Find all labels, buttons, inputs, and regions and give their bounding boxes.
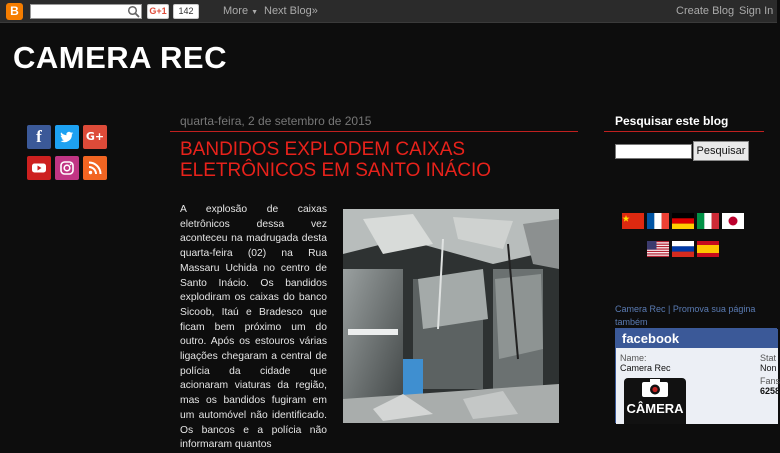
camera-icon: [624, 378, 686, 398]
facebook-brand: facebook: [616, 329, 778, 348]
post-date: quarta-feira, 2 de setembro de 2015: [180, 114, 372, 128]
google-plus-icon[interactable]: G+: [83, 125, 107, 149]
fb-link-separator: |: [665, 304, 673, 314]
create-blog-link[interactable]: Create Blog: [676, 5, 735, 17]
navbar-search-input[interactable]: [30, 4, 142, 19]
usa-flag-icon[interactable]: [647, 241, 669, 257]
russia-flag-icon[interactable]: [672, 241, 694, 257]
instagram-icon[interactable]: [55, 156, 79, 180]
sidebar-divider: [604, 131, 764, 132]
facebook-badge[interactable]: [615, 328, 780, 423]
search-button[interactable]: Pesquisar: [693, 141, 749, 161]
search-icon[interactable]: [127, 5, 140, 18]
spain-flag-icon[interactable]: [697, 241, 719, 257]
fb-name-label: Name:: [620, 353, 647, 363]
post-body: A explosão de caixas eletrônicos dessa vez aconteceu na madrugada desta quarta-feira (02) na Rua Massaru Uchida no centro de Santo Inácio. Os bandidos explodiram os caixas do banco Sicoob, Itaú e Bradesco que ficam bem próximo um do outro. Após os estouros várias ligações chegaram a central de polícia da cidade que acionaram viaturas da região, mas os bandidos fugiram em um automóvel não identificado. Os bancos e a polícia não informaram quantos: [180, 204, 327, 451]
more-menu[interactable]: [223, 5, 258, 17]
fb-status-label: Stat: [760, 353, 777, 363]
france-flag-icon[interactable]: [647, 213, 669, 229]
youtube-icon[interactable]: [27, 156, 51, 180]
gplus-one-button[interactable]: G+1: [147, 4, 169, 19]
china-flag-icon[interactable]: [622, 213, 644, 229]
post-photo-atm-explosion[interactable]: [343, 209, 559, 423]
post-title[interactable]: BANDIDOS EXPLODEM CAIXAS ELETRÔNICOS EM SANTO INÁCIO: [180, 139, 492, 181]
more-label: More: [223, 5, 249, 17]
gplus-count: 142: [173, 4, 199, 19]
italy-flag-icon[interactable]: [697, 213, 719, 229]
facebook-icon[interactable]: f: [27, 125, 51, 149]
fb-page-link[interactable]: Camera Rec: [615, 304, 666, 314]
chevron-down-icon: ▼: [251, 9, 259, 16]
blogger-logo-icon[interactable]: B: [6, 3, 23, 20]
blog-title[interactable]: CAMERA REC: [13, 40, 227, 75]
fb-badge-links: [615, 303, 765, 329]
rss-icon[interactable]: [83, 156, 107, 180]
fb-status-value: Non: [760, 363, 777, 373]
fb-fans-label: Fans: [760, 376, 780, 386]
blogger-navbar: [0, 0, 777, 23]
germany-flag-icon[interactable]: [672, 213, 694, 229]
camera-rec-logo[interactable]: [624, 378, 686, 424]
camera-rec-logo-text: CÂMERA: [626, 401, 684, 416]
twitter-icon[interactable]: [55, 125, 79, 149]
date-divider: [170, 131, 578, 132]
search-widget-heading: Pesquisar este blog: [615, 114, 729, 128]
fb-promote-link[interactable]: Promova sua página também: [615, 304, 756, 327]
fb-fans-value: 6258: [760, 386, 780, 396]
blog-search-input[interactable]: [615, 144, 692, 159]
next-blog-link[interactable]: Next Blog»: [264, 5, 318, 17]
fb-name-value: Camera Rec: [620, 363, 671, 373]
japan-flag-icon[interactable]: [722, 213, 744, 229]
sign-in-link[interactable]: Sign In: [739, 5, 774, 17]
